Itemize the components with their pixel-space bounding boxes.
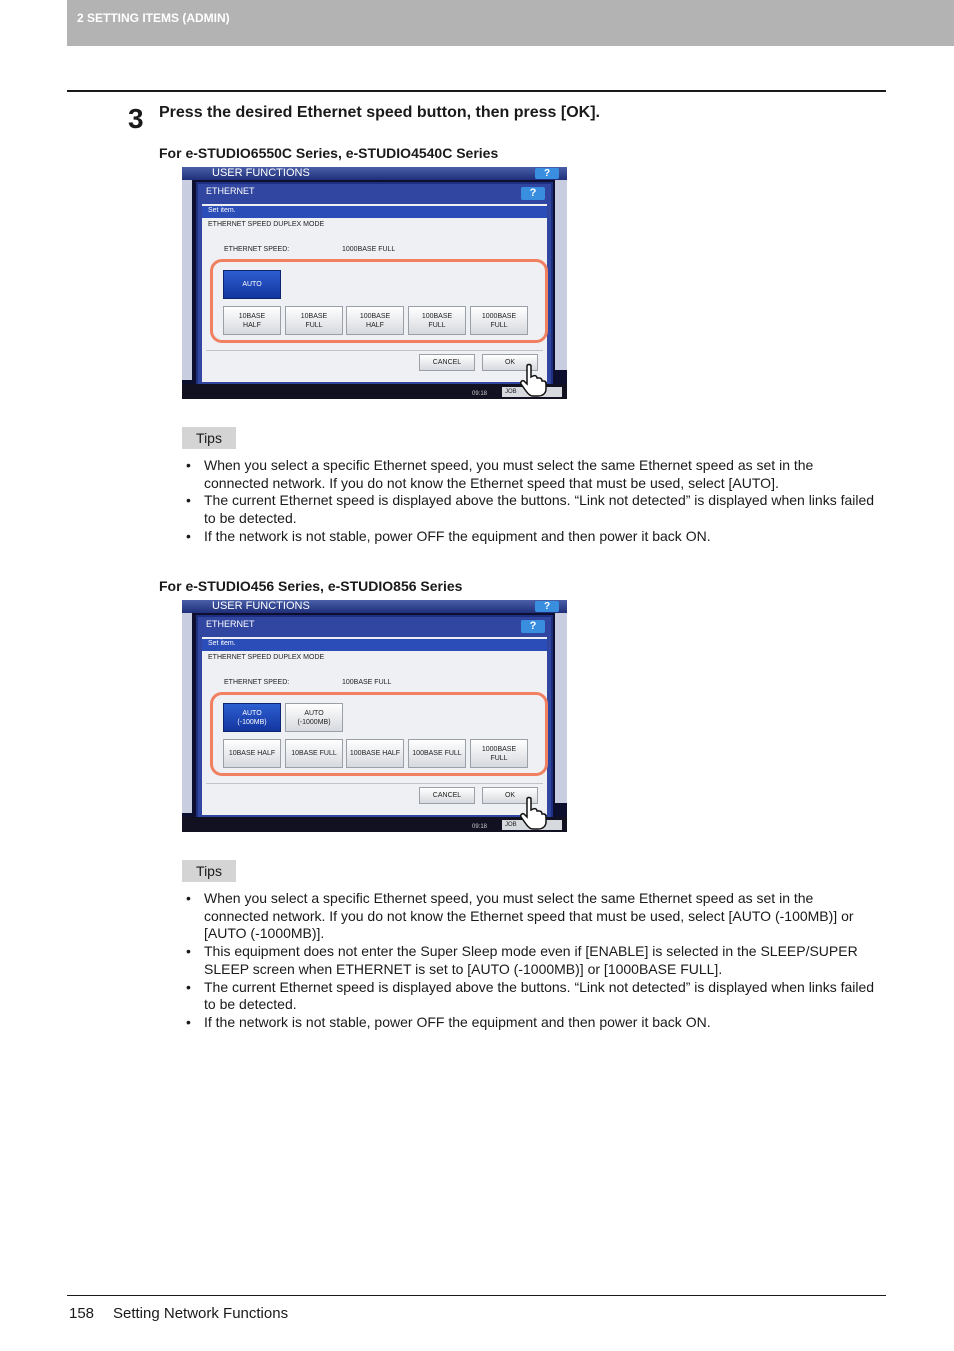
bullet-icon: •: [186, 978, 191, 995]
screen-1-10base-full-button[interactable]: 10BASE FULL: [285, 306, 343, 335]
screen-1-left-edge: [182, 180, 192, 380]
bottom-rule: [67, 1295, 886, 1296]
tip-text: When you select a specific Ethernet speed, you must select the same Ethernet speed as set in the connected network. If you do not know the Ethernet speed that must be used, select [AUTO].: [204, 457, 814, 491]
screen-2-100base-full-button[interactable]: 100BASE FULL: [408, 739, 466, 768]
bullet-icon: •: [186, 943, 191, 960]
screen-1-dialog-body: [202, 204, 547, 382]
screen-2-10base-full-button[interactable]: 10BASE FULL: [285, 739, 343, 768]
screen-2-auto-1000mb-button[interactable]: AUTO (-1000MB): [285, 703, 343, 732]
screen-1: [182, 167, 567, 399]
bullet-icon: •: [186, 1013, 191, 1030]
screen-1-top-title: USER FUNCTIONS: [212, 167, 310, 179]
tip-text: This equipment does not enter the Super Sleep mode even if [ENABLE] is selected in the SLEEP/SUPER SLEEP screen when ETHERNET is set to [AUTO (-1000MB)] or [1000BASE FULL].: [204, 943, 858, 977]
tips-list-1: [186, 457, 881, 546]
screen-2: [182, 600, 567, 832]
screen-2-speed-value: 100BASE FULL: [342, 679, 392, 686]
bullet-icon: •: [186, 527, 191, 544]
screen-1-auto-button[interactable]: AUTO: [223, 270, 281, 299]
screen-2-ok-button[interactable]: OK: [482, 787, 538, 804]
screen-1-ok-button[interactable]: OK: [482, 354, 538, 371]
screen-1-dialog-title: ETHERNET: [206, 186, 255, 196]
screen-2-auto-100mb-button[interactable]: AUTO (-100MB): [223, 703, 281, 732]
tips-list-2: [186, 890, 881, 1032]
screen-1-cancel-button[interactable]: CANCEL: [419, 354, 475, 371]
screen-2-dialog-title: ETHERNET: [206, 619, 255, 629]
screen-1-top-bar: [182, 167, 567, 180]
section-header: 2 SETTING ITEMS (ADMIN): [77, 11, 230, 25]
top-rule: [67, 90, 886, 92]
screen-2-left-edge: [182, 613, 192, 813]
screen-2-job-status-button[interactable]: JOB: [502, 820, 562, 830]
screen-1-footer-separator: [206, 350, 543, 351]
screen-2-footer-separator: [206, 783, 543, 784]
tip-text: If the network is not stable, power OFF the equipment and then power it back ON.: [204, 1013, 711, 1030]
tip-item: [186, 528, 881, 546]
screen-1-10base-half-button[interactable]: 10BASE HALF: [223, 306, 281, 335]
bullet-icon: •: [186, 457, 191, 473]
screen-1-help-button[interactable]: ?: [521, 187, 545, 200]
screen-2-100base-half-button[interactable]: 100BASE HALF: [346, 739, 404, 768]
screen-2-dialog: [196, 615, 553, 821]
screen-2-top-bar: [182, 600, 567, 613]
header-bar: [67, 0, 954, 46]
screen-1-set-item-bar: [202, 206, 547, 218]
screen-2-mode-label: ETHERNET SPEED DUPLEX MODE: [208, 654, 325, 661]
tip-item: [186, 890, 881, 943]
screen-1-speed-label: ETHERNET SPEED:: [224, 246, 290, 253]
screen-1-status-bar: [182, 384, 567, 399]
tip-item: [186, 492, 881, 527]
tip-text: If the network is not stable, power OFF the equipment and then power it back ON.: [204, 527, 711, 544]
screen-1-time: 09:18: [472, 391, 488, 397]
screen-2-status-bar: [182, 817, 567, 832]
screen-1-speed-value: 1000BASE FULL: [342, 246, 396, 253]
screen-2-set-item-bar: [202, 639, 547, 651]
screen-2-help-button[interactable]: ?: [521, 620, 545, 633]
tip-text: When you select a specific Ethernet speed, you must select the same Ethernet speed as set in the connected network. If you do not know the Ethernet speed that must be used, select [AUTO (-100MB)] or [AUTO (-1000MB)].: [204, 890, 854, 942]
step-instruction: Press the desired Ethernet speed button, then press [OK].: [159, 104, 600, 121]
section-1-heading: For e-STUDIO6550C Series, e-STUDIO4540C Series: [159, 145, 499, 161]
screen-2-set-item-label: Set item.: [208, 640, 236, 647]
screen-2-help-top-button[interactable]: ?: [535, 601, 559, 612]
screen-2-time: 09:18: [472, 824, 488, 830]
pointing-hand-icon: [518, 363, 548, 397]
screen-2-speed-label: ETHERNET SPEED:: [224, 679, 290, 686]
screen-1-100base-half-button[interactable]: 100BASE HALF: [346, 306, 404, 335]
page-footer-title: Setting Network Functions: [113, 1305, 289, 1322]
tip-text: The current Ethernet speed is displayed above the buttons. “Link not detected” is displayed when links failed to be detected.: [204, 492, 875, 527]
tip-item: [186, 1014, 881, 1032]
bullet-icon: •: [186, 492, 191, 509]
page-number: 158: [69, 1305, 95, 1322]
tips-label-1: Tips: [182, 427, 236, 449]
screen-2-right-edge: [555, 613, 567, 803]
screen-2-top-title: USER FUNCTIONS: [212, 600, 310, 612]
screen-1-dialog: [196, 182, 553, 388]
screen-1-100base-full-button[interactable]: 100BASE FULL: [408, 306, 466, 335]
screen-2-cancel-button[interactable]: CANCEL: [419, 787, 475, 804]
tips-label-2: Tips: [182, 860, 236, 882]
tip-text: The current Ethernet speed is displayed above the buttons. “Link not detected” is displayed when links failed to be detected.: [204, 978, 875, 1013]
pointing-hand-icon: [518, 796, 548, 830]
section-2-heading: For e-STUDIO456 Series, e-STUDIO856 Series: [159, 578, 463, 594]
tip-item: [186, 943, 881, 978]
screen-1-set-item-label: Set item.: [208, 207, 236, 214]
screen-2-1000base-full-button[interactable]: 1000BASE FULL: [470, 739, 528, 768]
step-number: 3: [128, 103, 144, 134]
tip-item: [186, 457, 881, 492]
bullet-icon: •: [186, 890, 191, 906]
screen-2-dialog-body: [202, 637, 547, 815]
screen-1-help-top-button[interactable]: ?: [535, 168, 559, 179]
screen-1-mode-label: ETHERNET SPEED DUPLEX MODE: [208, 221, 325, 228]
screen-1-job-status-button[interactable]: JOB: [502, 387, 562, 397]
tip-item: [186, 979, 881, 1014]
screen-1-1000base-full-button[interactable]: 1000BASE FULL: [470, 306, 528, 335]
screen-2-10base-half-button[interactable]: 10BASE HALF: [223, 739, 281, 768]
screen-1-right-edge: [555, 180, 567, 370]
